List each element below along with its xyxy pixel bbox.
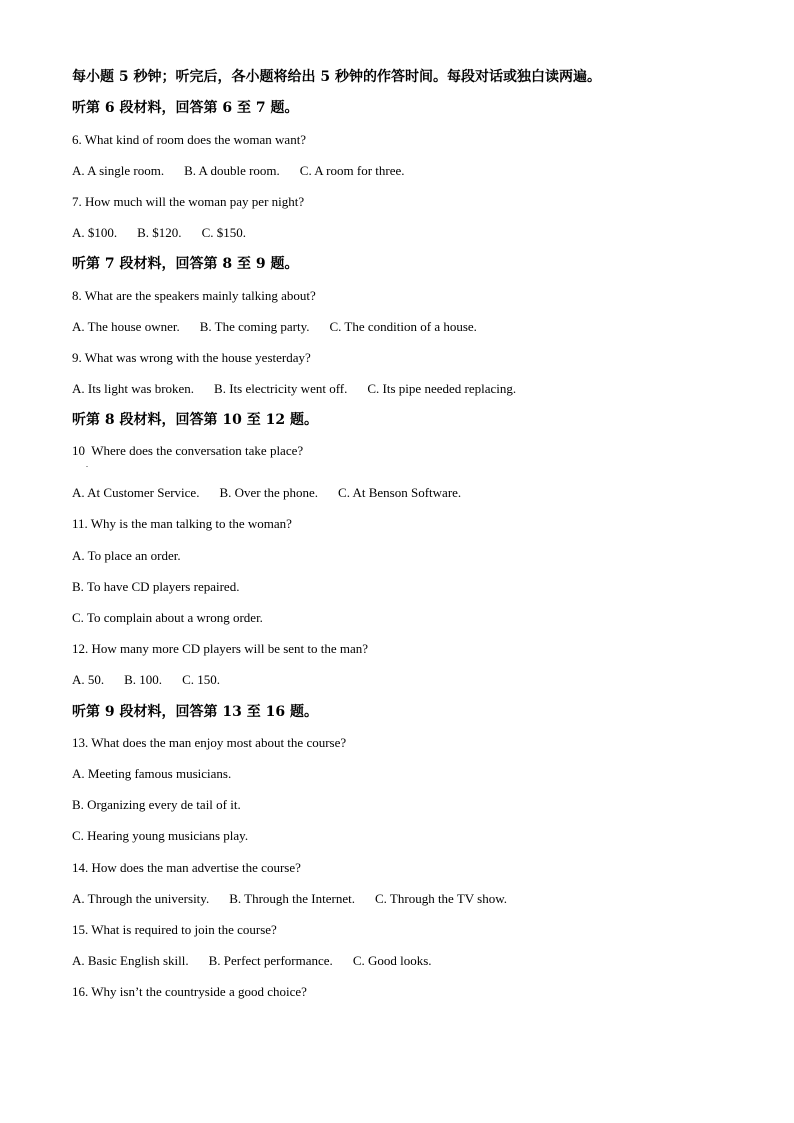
section-heading-7: 听第 7 段材料，回答第 8 至 9 题。 — [72, 256, 299, 272]
option-b: B. The coming party. — [199, 319, 310, 334]
section-heading-6: 听第 6 段材料，回答第 6 至 7 题。 — [72, 100, 299, 116]
question-13-option-b: B. Organizing every de tail of it. — [72, 797, 241, 812]
option-b: B. Through the Internet. — [229, 891, 355, 906]
option-c: C. Through the TV show. — [374, 891, 508, 906]
option-c: C. A room for three. — [299, 163, 405, 178]
option-c: C. The condition of a house. — [329, 319, 477, 334]
question-7: 7. How much will the woman pay per night? — [72, 194, 305, 209]
question-11-option-a: A. To place an order. — [72, 548, 181, 563]
option-b: B. Perfect performance. — [208, 953, 333, 968]
question-15-options — [72, 953, 432, 969]
option-c: C. At Benson Software. — [338, 485, 462, 500]
question-11-option-b: B. To have CD players repaired. — [72, 579, 240, 594]
question-12: 12. How many more CD players will be sent to the man? — [72, 641, 369, 656]
question-16: 16. Why isn’t the countryside a good choice? — [72, 984, 307, 999]
question-9: 9. What was wrong with the house yesterday? — [72, 350, 311, 365]
instruction-text: 每小题 5 秒钟；听完后，各小题将给出 5 秒钟的作答时间。每段对话或独白读两遍。 — [72, 69, 601, 85]
question-14: 14. How does the man advertise the course? — [72, 860, 301, 875]
question-13-option-a: A. Meeting famous musicians. — [72, 766, 232, 781]
question-6-options — [72, 163, 405, 179]
option-b: B. Its electricity went off. — [214, 381, 348, 396]
option-a: A. Basic English skill. — [72, 953, 189, 968]
question-11-option-c: C. To complain about a wrong order. — [72, 610, 263, 625]
option-a: A. At Customer Service. — [72, 485, 200, 500]
question-9-options — [72, 381, 516, 397]
question-15: 15. What is required to join the course? — [72, 922, 277, 937]
section-heading-8: 听第 8 段材料，回答第 10 至 12 题。 — [72, 412, 318, 428]
section-heading-9: 听第 9 段材料，回答第 13 至 16 题。 — [72, 704, 318, 720]
stray-dot: . — [86, 460, 88, 469]
question-11: 11. Why is the man talking to the woman? — [72, 516, 292, 531]
option-a: A. Its light was broken. — [72, 381, 195, 396]
option-a: A. Through the university. — [72, 891, 210, 906]
option-a: A. The house owner. — [72, 319, 180, 334]
question-13: 13. What does the man enjoy most about the course? — [72, 735, 347, 750]
option-c: C. $150. — [201, 225, 246, 240]
question-6: 6. What kind of room does the woman want? — [72, 132, 307, 147]
question-7-options — [72, 225, 246, 241]
option-a: A. 50. — [72, 672, 105, 687]
option-a: A. A single room. — [72, 163, 165, 178]
option-a: A. $100. — [72, 225, 118, 240]
option-b: B. 100. — [124, 672, 163, 687]
question-10: 10 Where does the conversation take place? — [72, 443, 304, 458]
question-14-options — [72, 891, 507, 907]
question-13-option-c: C. Hearing young musicians play. — [72, 828, 249, 843]
option-c: C. 150. — [182, 672, 220, 687]
option-b: B. Over the phone. — [219, 485, 319, 500]
question-8: 8. What are the speakers mainly talking about? — [72, 288, 316, 303]
question-12-options — [72, 672, 220, 688]
option-b: B. $120. — [137, 225, 182, 240]
question-10-options — [72, 485, 461, 501]
option-c: C. Its pipe needed replacing. — [367, 381, 517, 396]
question-8-options — [72, 319, 477, 335]
option-c: C. Good looks. — [352, 953, 432, 968]
option-b: B. A double room. — [184, 163, 280, 178]
